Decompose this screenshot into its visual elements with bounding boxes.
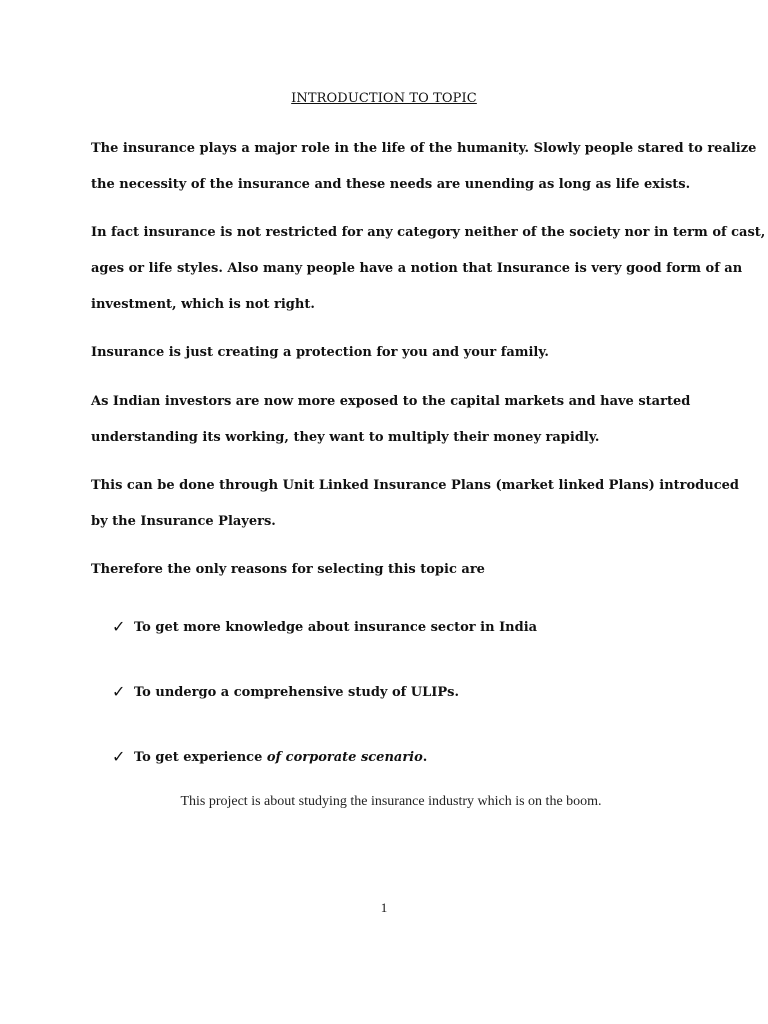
bullet-item-1 [112,617,537,636]
bullet-text: To get more knowledge about insurance sector in India [134,620,538,635]
paragraph-line: The insurance plays a major role in the life of the humanity. Slowly people stared to realize [91,141,757,156]
bullet-text: To get experience [134,750,267,765]
paragraph-5 [91,468,740,540]
checkmark-icon: ✓ [112,682,126,701]
paragraph-1 [91,131,757,203]
bullet-item-2 [112,682,459,701]
paragraph-line: In fact insurance is not restricted for any category neither of the society nor in term of cast, [91,225,766,240]
checkmark-icon: ✓ [112,617,126,636]
page-number: 1 [380,900,388,915]
paragraph-line: Therefore the only reasons for selecting this topic are [91,562,485,577]
paragraph-line: Insurance is just creating a protection for you and your family. [91,345,549,360]
bullet-italic-text: of corporate scenario [266,750,423,765]
paragraph-3 [91,335,677,371]
paragraph-line: understanding its working, they want to multiply their money rapidly. [91,430,600,445]
project-note: This project is about studying the insurance industry which is on the boom. [180,794,602,809]
paragraph-line: the necessity of the insurance and these needs are unending as long as life exists. [91,177,691,192]
page-title: INTRODUCTION TO TOPIC [291,91,477,106]
paragraph-line: This can be done through Unit Linked Insurance Plans (market linked Plans) introduced [91,478,740,493]
paragraph-2 [91,215,766,323]
paragraph-4 [91,384,691,456]
bullet-text: To undergo a comprehensive study of ULIPs. [134,685,459,700]
paragraph-line: ages or life styles. Also many people have a notion that Insurance is very good form of an [91,261,743,276]
paragraph-6 [91,552,677,588]
checkmark-icon: ✓ [112,747,126,766]
bullet-item-3 [112,747,427,766]
paragraph-line: As Indian investors are now more exposed to the capital markets and have started [91,394,691,409]
paragraph-line: by the Insurance Players. [91,514,276,529]
paragraph-line: investment, which is not right. [91,297,315,312]
bullet-suffix: . [422,750,428,765]
